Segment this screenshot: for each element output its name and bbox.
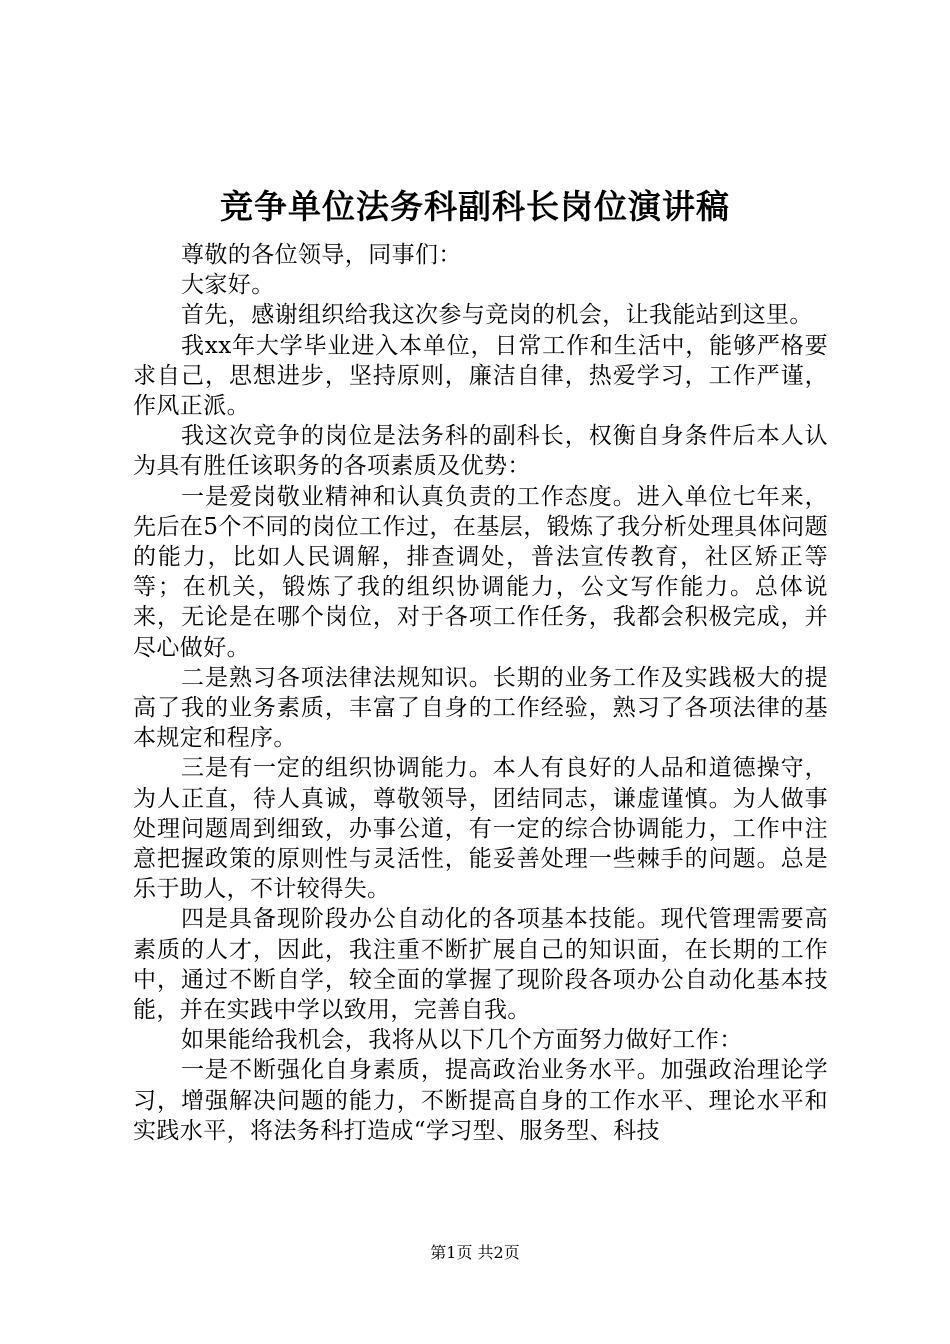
paragraph-plan-intro: 如果能给我机会，我将从以下几个方面努力做好工作： <box>181 1027 743 1054</box>
paragraph-greeting: 大家好。 <box>181 272 275 299</box>
paragraph-strength-1: 一是爱岗敬业精神和认真负责的工作态度。进入单位七年来，先后在5个不同的岗位工作过，在基层，锻炼了我分析处理具体问题的能力，比如人民调解，排查调处，普法宣传教育，社区矫正等等；在机关，锻炼了我的组织协调能力，公文写作能力。总体说来，无论是在哪个岗位，对于各项工作任务，我都会积极完成，并尽心做好。 <box>133 483 828 661</box>
paragraph-thanks: 首先，感谢组织给我这次参与竞岗的机会，让我能站到这里。 <box>181 302 813 329</box>
document-body <box>133 240 828 1146</box>
paragraph-strength-3: 三是有一定的组织协调能力。本人有良好的人品和道德操守，为人正直，待人真诚，尊敬领导，团结同志，谦虚谨慎。为人做事处理问题周到细致，办事公道，有一定的综合协调能力，工作中注意把握政策的原则性与灵活性，能妥善处理一些棘手的问题。总是乐于助人，不计较得失。 <box>133 755 828 903</box>
paragraph-position: 我这次竞争的岗位是法务科的副科长，权衡自身条件后本人认为具有胜任该职务的各项素质及优势： <box>133 423 828 480</box>
paragraph-strength-4: 四是具备现阶段办公自动化的各项基本技能。现代管理需要高素质的人才，因此，我注重不断扩展自己的知识面，在长期的工作中，通过不断自学，较全面的掌握了现阶段各项办公自动化基本技能，并在实践中学以致用，完善自我。 <box>133 906 828 1024</box>
document-title: 竞争单位法务科副科长岗位演讲稿 <box>220 187 730 226</box>
paragraph-background: 我xx年大学毕业进入本单位，日常工作和生活中，能够严格要求自己，思想进步，坚持原则，廉洁自律，热爱学习，工作严谨，作风正派。 <box>133 332 828 420</box>
paragraph-plan-1: 一是不断强化自身素质，提高政治业务水平。加强政治理论学习，增强解决问题的能力，不断提高自身的工作水平、理论水平和实践水平，将法务科打造成“学习型、服务型、科技 <box>133 1057 828 1144</box>
paragraph-salutation: 尊敬的各位领导，同事们： <box>181 242 462 268</box>
page-footer: 第1页 共2页 <box>430 1243 520 1262</box>
paragraph-strength-2: 二是熟习各项法律法规知识。长期的业务工作及实践极大的提高了我的业务素质，丰富了自身的工作经验，熟习了各项法律的基本规定和程序。 <box>133 664 828 752</box>
